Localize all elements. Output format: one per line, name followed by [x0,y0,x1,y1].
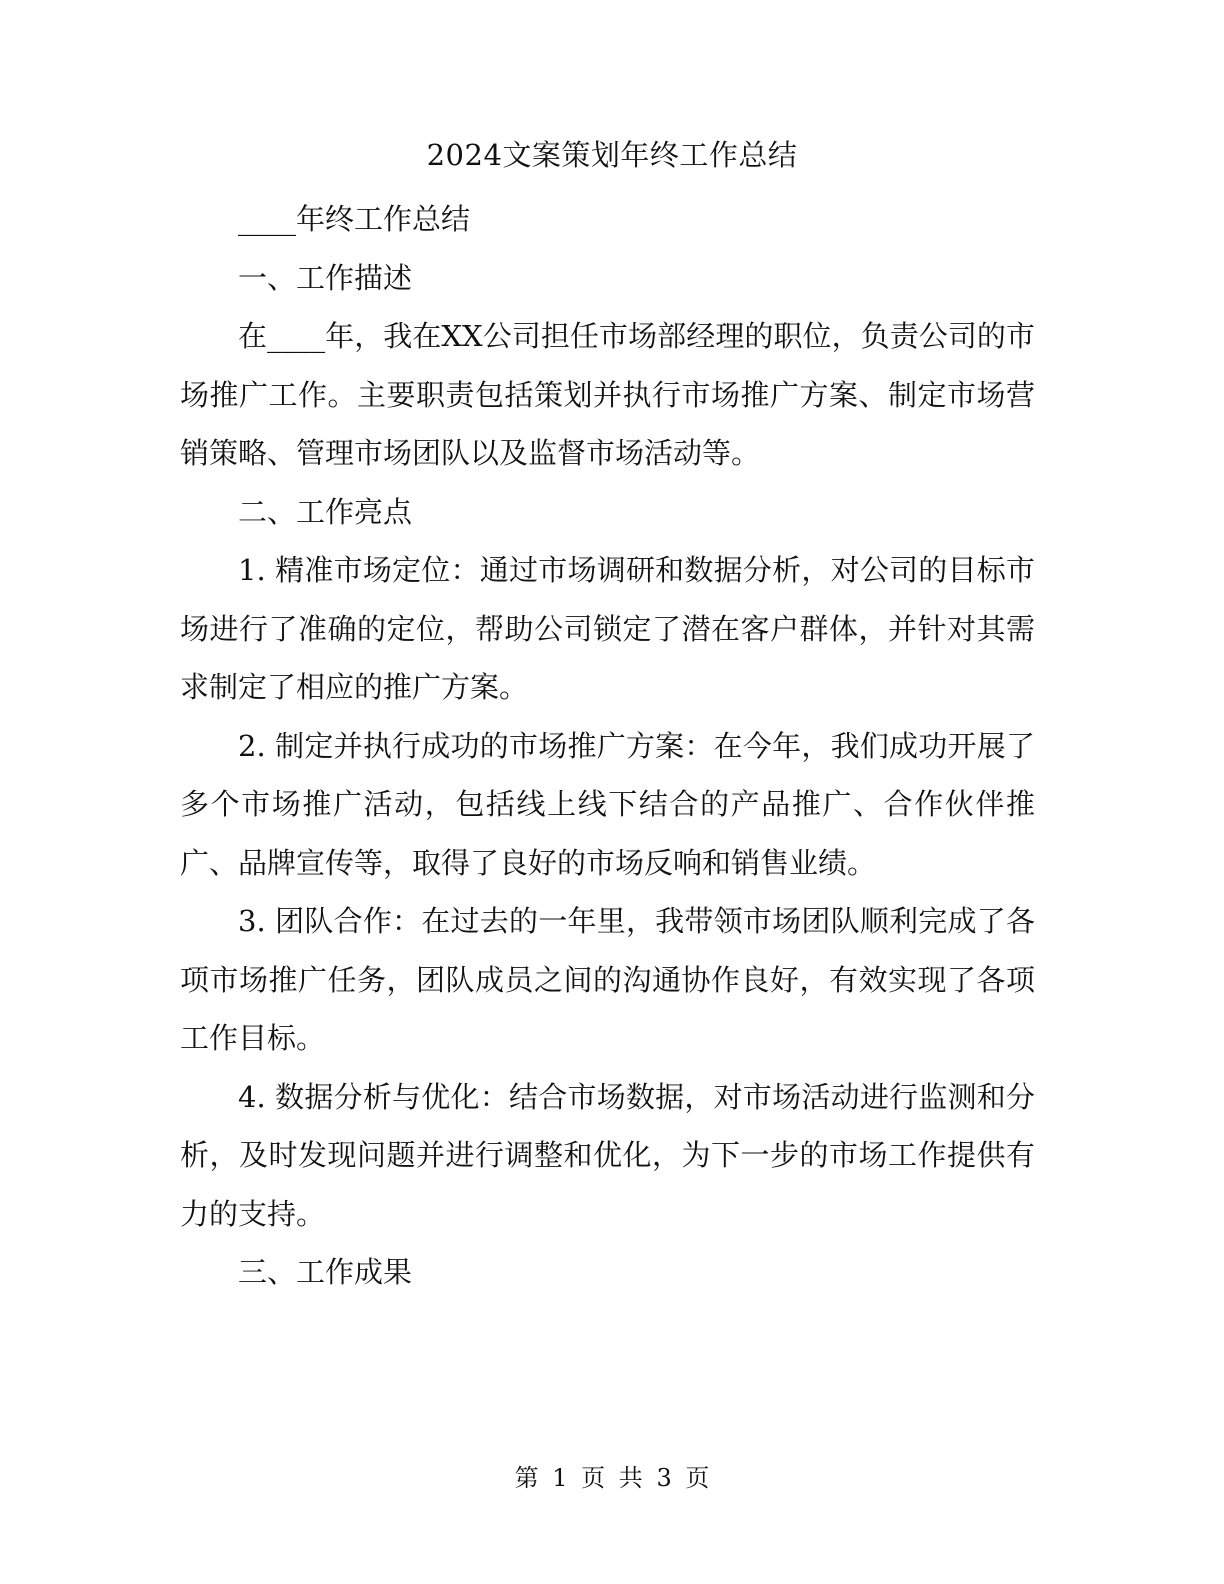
highlight-item-3: 3. 团队合作：在过去的一年里，我带领市场团队顺利完成了各项市场推广任务，团队成员之间的沟通协作良好，有效实现了各项工作目标。 [180,904,1035,1055]
section-heading-3: 三、工作成果 [238,1255,413,1289]
subtitle-paragraph: ____年终工作总结 [238,202,471,236]
section-heading-1: 一、工作描述 [238,260,413,295]
highlight-item-4: 4. 数据分析与优化：结合市场数据，对市场活动进行监测和分析，及时发现问题并进行调整和优化，为下一步的市场工作提供有力的支持。 [180,1079,1035,1231]
highlight-item-2: 2. 制定并执行成功的市场推广方案：在今年，我们成功开展了多个市场推广活动，包括线上线下结合的产品推广、合作伙伴推广、品牌宣传等，取得了良好的市场反响和销售业绩。 [180,728,1035,880]
body-paragraph: 在____年，我在XX公司担任市场部经理的职位，负责公司的市场推广工作。主要职责包括策划并执行市场推广方案、制定市场营销策略、管理市场团队以及监督市场活动等。 [180,319,1035,470]
page-footer: 第 1 页 共 3 页 [514,1464,710,1492]
section-heading-2: 二、工作亮点 [238,494,413,529]
highlight-item-1: 1. 精准市场定位：通过市场调研和数据分析，对公司的目标市场进行了准确的定位，帮助公司锁定了潜在客户群体，并针对其需求制定了相应的推广方案。 [180,553,1035,704]
document-body [180,190,1035,1302]
document-title: 2024文案策划年终工作总结 [426,138,798,172]
